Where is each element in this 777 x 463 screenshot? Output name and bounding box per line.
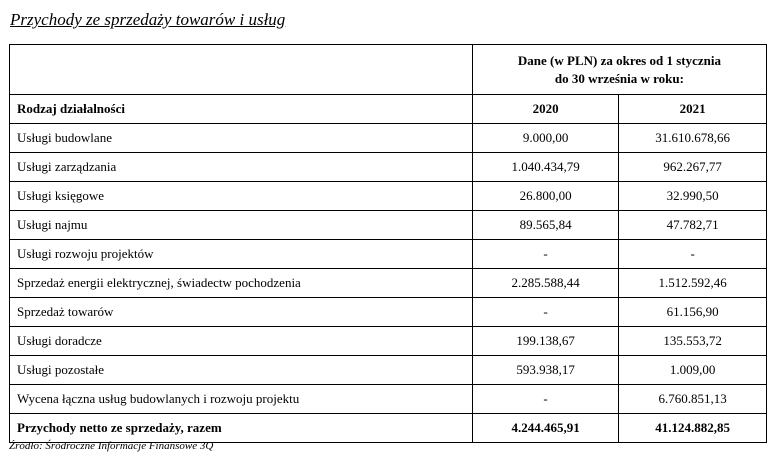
row-label: Usługi rozwoju projektów [10,240,473,269]
table-row [10,298,767,327]
row-value-2021: - [619,240,767,269]
total-value-2020: 4.244.465,91 [472,414,618,443]
table-row [10,182,767,211]
row-label: Usługi zarządzania [10,153,473,182]
row-value-2021: 32.990,50 [619,182,767,211]
row-value-2021: 61.156,90 [619,298,767,327]
period-header-line2: do 30 września w roku: [554,70,684,86]
row-value-2020: - [472,385,618,414]
row-value-2021: 1.512.592,46 [619,269,767,298]
column-header-year-2020: 2020 [472,95,618,124]
table-total-row [10,414,767,443]
table-row [10,153,767,182]
table-row [10,124,767,153]
row-value-2021: 31.610.678,66 [619,124,767,153]
row-value-2020: 593.938,17 [472,356,618,385]
revenue-table [9,44,767,443]
row-value-2021: 47.782,71 [619,211,767,240]
row-value-2020: 9.000,00 [472,124,618,153]
row-value-2020: - [472,298,618,327]
row-value-2020: 89.565,84 [472,211,618,240]
row-value-2020: 2.285.588,44 [472,269,618,298]
table-row [10,211,767,240]
table-body [10,124,767,414]
row-label: Sprzedaż energii elektrycznej, świadectw pochodzenia [10,269,473,298]
row-value-2021: 1.009,00 [619,356,767,385]
row-label: Usługi budowlane [10,124,473,153]
row-value-2020: 199.138,67 [472,327,618,356]
revenue-table-container [9,44,767,443]
table-row [10,356,767,385]
column-header-activity: Rodzaj działalności [10,95,473,124]
row-value-2021: 6.760.851,13 [619,385,767,414]
total-value-2021: 41.124.882,85 [619,414,767,443]
period-header [472,45,766,95]
period-header-line1: Dane (w PLN) za okres od 1 stycznia [517,52,721,68]
table-row [10,327,767,356]
row-label: Usługi doradcze [10,327,473,356]
source-note: Źródło: Śródroczne Informacje Finansowe 3Q [9,440,214,452]
table-row [10,385,767,414]
row-label: Usługi pozostałe [10,356,473,385]
table-header-period-row [10,45,767,95]
total-label: Przychody netto ze sprzedaży, razem [10,414,473,443]
row-value-2020: - [472,240,618,269]
table-row [10,240,767,269]
header-empty-cell [10,45,473,95]
table-header-years-row [10,95,767,124]
row-label: Wycena łączna usług budowlanych i rozwoju projektu [10,385,473,414]
row-value-2020: 1.040.434,79 [472,153,618,182]
row-value-2021: 962.267,77 [619,153,767,182]
row-label: Usługi najmu [10,211,473,240]
column-header-year-2021: 2021 [619,95,767,124]
document-title: Przychody ze sprzedaży towarów i usług [10,10,286,29]
table-row [10,269,767,298]
row-value-2020: 26.800,00 [472,182,618,211]
row-label: Sprzedaż towarów [10,298,473,327]
row-value-2021: 135.553,72 [619,327,767,356]
row-label: Usługi księgowe [10,182,473,211]
